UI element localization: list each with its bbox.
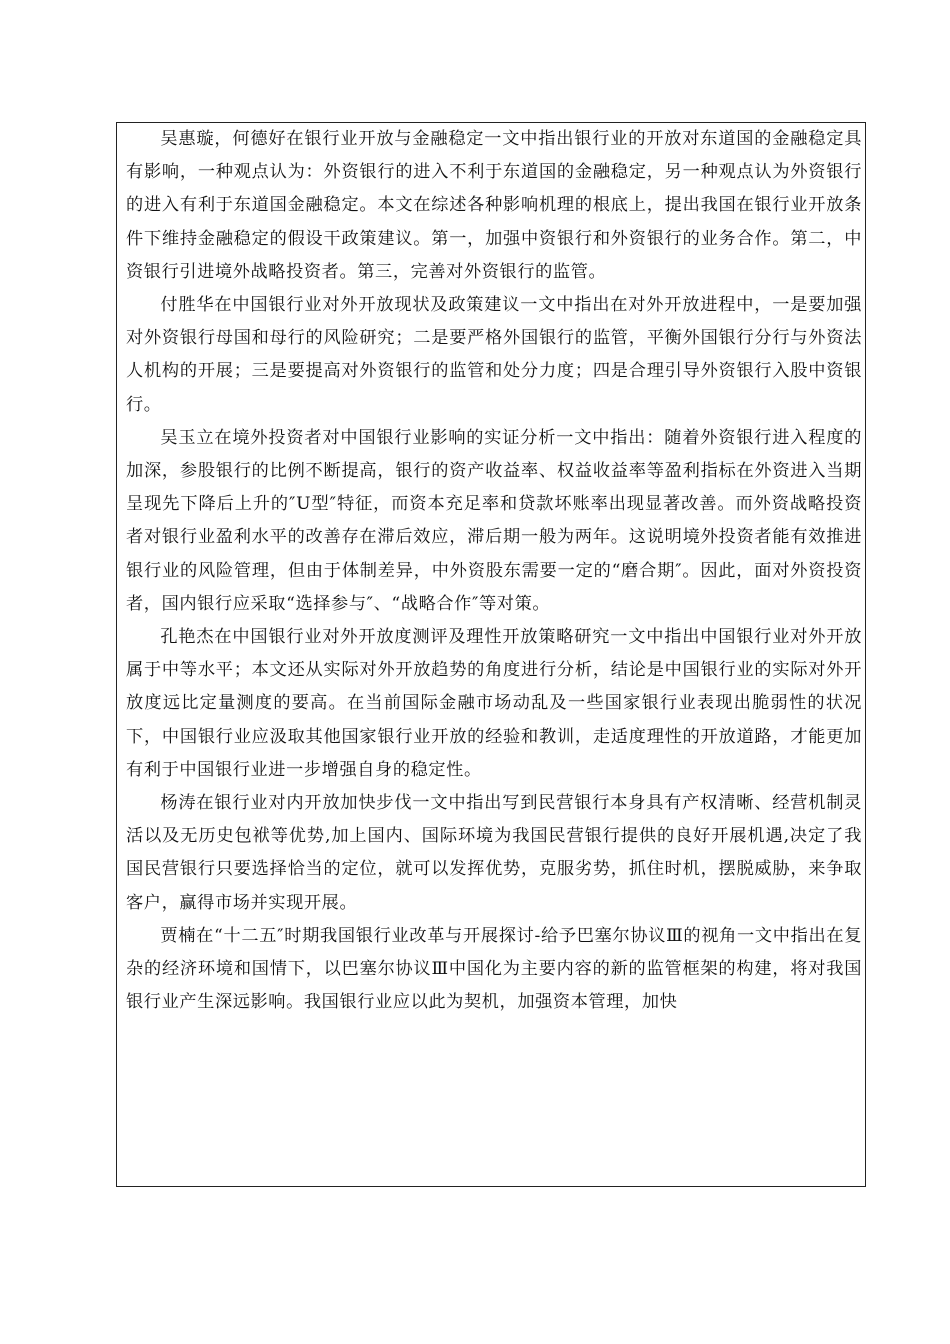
paragraph-2: 付胜华在中国银行业对外开放现状及政策建议一文中指出在对外开放进程中，一是要加强对外资银行母国和母行的风险研究；二是要严格外国银行的监管，平衡外国银行分行与外资法人机构的开展；三是要提高对外资银行的监管和处分力度；四是合理引导外资银行入股中资银行。	[126, 295, 862, 415]
document-frame	[116, 122, 866, 1187]
paragraph-6: 贾楠在“十二五″时期我国银行业改革与开展探讨-给予巴塞尔协议Ⅲ的视角一文中指出在复杂的经济环境和国情下，以巴塞尔协议Ⅲ中国化为主要内容的新的监管框架的构建，将对我国银行业产生深远影响。我国银行业应以此为契机，加强资本管理，加快	[126, 925, 862, 1013]
paragraph-3: 吴玉立在境外投资者对中国银行业影响的实证分析一文中指出：随着外资银行进入程度的加深，参股银行的比例不断提高，银行的资产收益率、权益收益率等盈利指标在外资进入当期呈现先下降后上升的″U型″特征，而资本充足率和贷款坏账率出现显著改善。而外资战略投资者对银行业盈利水平的改善存在滞后效应，滞后期一般为两年。这说明境外投资者能有效推进银行业的风险管理，但由于体制差异，中外资股东需要一定的“磨合期″。因此，面对外资投资者，国内银行应采取“选择参与″、“战略合作″等对策。	[126, 427, 862, 614]
paragraph-4: 孔艳杰在中国银行业对外开放度测评及理性开放策略研究一文中指出中国银行业对外开放属于中等水平；本文还从实际对外开放趋势的角度进行分析，结论是中国银行业的实际对外开放度远比定量测度的要高。在当前国际金融市场动乱及一些国家银行业表现出脆弱性的状况下，中国银行业应汲取其他国家银行业开放的经验和教训，走适度理性的开放道路，才能更加有利于中国银行业进一步增强自身的稳定性。	[126, 627, 862, 780]
paragraph-1: 吴惠璇，何德好在银行业开放与金融稳定一文中指出银行业的开放对东道国的金融稳定具有影响，一种观点认为：外资银行的进入不利于东道国的金融稳定，另一种观点认为外资银行的进入有利于东道国金融稳定。本文在综述各种影响机理的根底上，提出我国在银行业开放条件下维持金融稳定的假设干政策建议。第一，加强中资银行和外资银行的业务合作。第二，中资银行引进境外战略投资者。第三，完善对外资银行的监管。	[126, 129, 862, 282]
document-body	[126, 123, 862, 1019]
paragraph-5: 杨涛在银行业对内开放加快步伐一文中指出写到民营银行本身具有产权清晰、经营机制灵活以及无历史包袱等优势,加上国内、国际环境为我国民营银行提供的良好开展机遇,决定了我国民营银行只要选择恰当的定位，就可以发挥优势，克服劣势，抓住时机，摆脱威胁，来争取客户，赢得市场并实现开展。	[126, 793, 862, 913]
